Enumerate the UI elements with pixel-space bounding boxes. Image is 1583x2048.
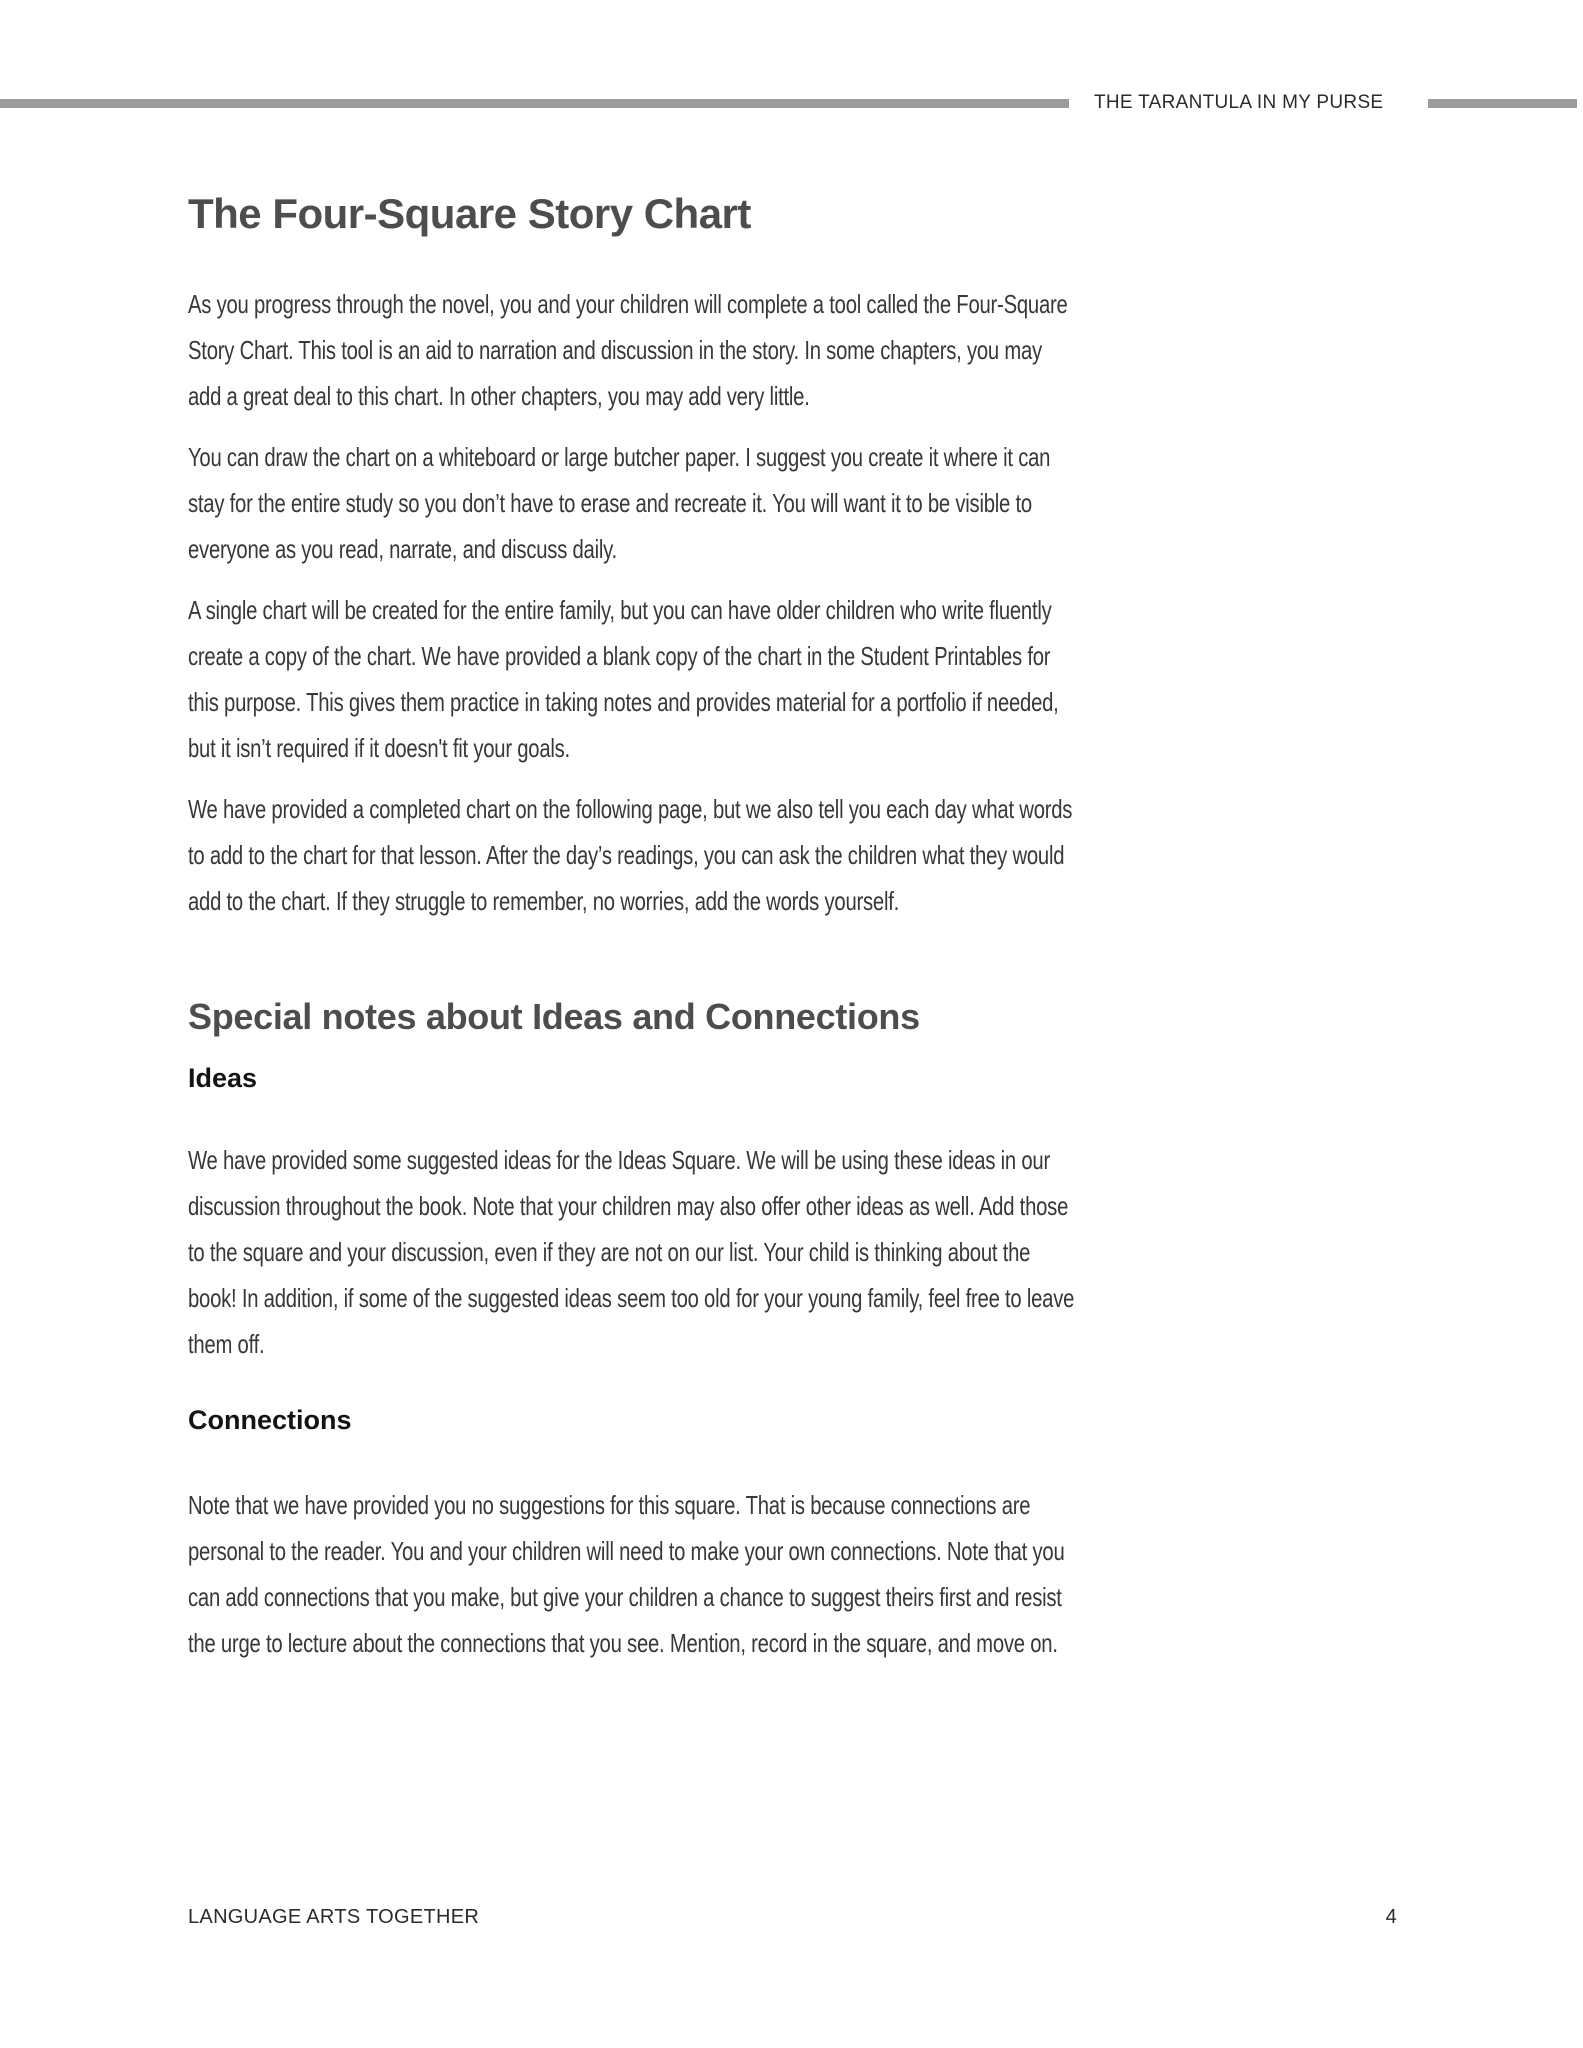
section-title-special-notes: Special notes about Ideas and Connections bbox=[188, 996, 920, 1037]
page-number: 4 bbox=[1385, 1906, 1397, 1928]
ideas-paragraph: We have provided some suggested ideas for the Ideas Square. We will be using these ideas in our discussion throughout the book. Note that your children may also offer other ideas as well. Add those to the square and your discussion, even if they are not on our list. Your child is thinking about the book! In addition, if some of the suggested ideas seem too old for your young family, feel free to leave them off. bbox=[188, 1145, 1075, 1359]
intro-paragraph-4: We have provided a completed chart on the following page, but we also tell you each day what words to add to the chart for that lesson. After the day’s readings, you can ask the children what they would add to the chart. If they struggle to remember, no worries, add the words yourself. bbox=[188, 794, 1073, 916]
page-title: The Four-Square Story Chart bbox=[188, 190, 751, 237]
connections-paragraph: Note that we have provided you no suggestions for this square. That is because connections are personal to the reader. You and your children will need to make your own connections. Note that you can add connections that you make, but give your children a chance to suggest theirs first and resist the urge to lecture about the connections that you see. Mention, record in the square, and move on. bbox=[188, 1490, 1065, 1658]
sub-heading-ideas: Ideas bbox=[188, 1063, 258, 1093]
intro-paragraph-1: As you progress through the novel, you and your children will complete a tool called the Four-Square Story Chart. This tool is an aid to narration and discussion in the story. In some chapters, you may add a great deal to this chart. In other chapters, you may add very little. bbox=[188, 289, 1068, 411]
intro-paragraph-3: A single chart will be created for the entire family, but you can have older children who write fluently create a copy of the chart. We have provided a blank copy of the chart in the Student Printables for this purpose. This gives them practice in taking notes and provides material for a portfolio if needed, but it isn’t required if it doesn't fit your goals. bbox=[188, 595, 1059, 763]
header-rule-right bbox=[1428, 99, 1577, 108]
intro-paragraph-2: You can draw the chart on a whiteboard or large butcher paper. I suggest you create it where it can stay for the entire study so you don’t have to erase and recreate it. You will want it to be visible to everyone as you read, narrate, and discuss daily. bbox=[188, 442, 1051, 564]
sub-heading-connections: Connections bbox=[188, 1405, 352, 1435]
page-footer bbox=[188, 1906, 1397, 1929]
page-content bbox=[188, 0, 1078, 1666]
running-header-book-title: THE TARANTULA IN MY PURSE bbox=[1094, 92, 1384, 113]
footer-imprint: LANGUAGE ARTS TOGETHER bbox=[188, 1906, 480, 1928]
